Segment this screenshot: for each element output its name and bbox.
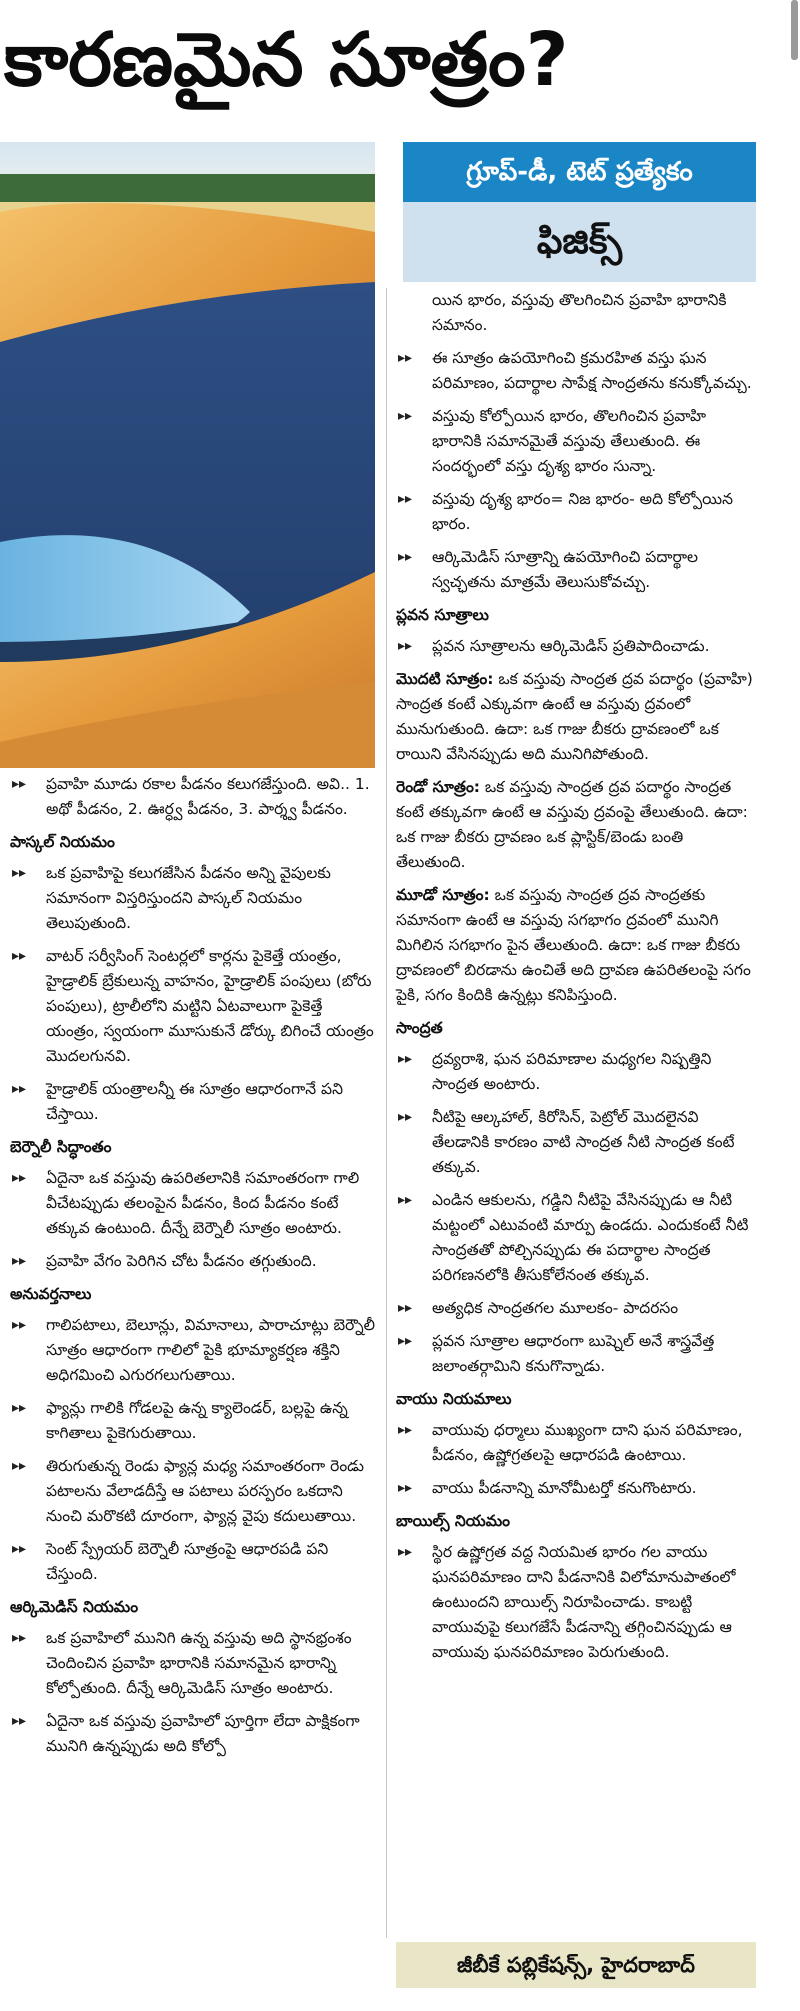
item-text: ఏదైనా ఒక వస్తువు ఉపరితలానికి సమాంతరంగా గాలి వీచేటప్పుడు తలంపైన పీడనం, కింద పీడనం కంటే తక్కువ ఉంటుంది. దీన్నే బెర్నౌలీ సూత్రం అంటారు.: [46, 1169, 360, 1237]
item-text: సెంట్ స్ప్రేయర్ బెర్నౌలీ సూత్రంపై ఆధారపడి పని చేస్తుంది.: [46, 1540, 329, 1583]
bullet-icon: ▸▸: [398, 491, 413, 507]
item-text: ఆర్కిమెడిస్ సూత్రాన్ని ఉపయోగించి పదార్థాల స్వచ్ఛతను మాత్రమే తెలుసుకోవచ్చు.: [432, 548, 698, 591]
item-text: వస్తువు దృశ్య భారం= నిజ భారం- అది కోల్పోయిన భారం.: [432, 490, 733, 533]
desert-lake-illustration: [0, 142, 375, 768]
list-item: [396, 1418, 756, 1468]
left-column: [10, 772, 376, 1767]
item-text: వస్తువు కోల్పోయిన భారం, తొలగించిన ప్రవాహి భారానికి సమానమైతే వస్తువు తేలుతుంది. ఈ సందర్భంలో వస్తు దృశ్య భారం సున్నా.: [432, 407, 707, 475]
list-item: [396, 346, 756, 396]
bullet-icon: ▸▸: [398, 638, 413, 654]
bullet-icon: ▸▸: [398, 1192, 413, 1208]
law-text: ఒక వస్తువు సాంద్రత ద్రవ పదార్థం సాంద్రత కంటే తక్కువగా ఉంటే ఆ వస్తువు ద్రవంపై తేలుతుంది. ఉదా: ఒక గాజు బీకరు ద్రావణం ఒక ప్లాస్టిక్/బెండు బంతి తేలుతుంది.: [396, 778, 748, 871]
list-item: [10, 1709, 376, 1759]
list-item: [10, 1166, 376, 1241]
section-heading-density: సాంద్రత: [396, 1019, 443, 1037]
section-heading-boyle: బాయిల్స్ నియమం: [396, 1512, 510, 1530]
section-heading-applications: అనువర్తనాలు: [10, 1285, 92, 1303]
bullet-icon: ▸▸: [12, 948, 27, 964]
bullet-icon: ▸▸: [12, 1541, 27, 1557]
list-item: [10, 1537, 376, 1587]
law-lead: మూడో సూత్రం:: [396, 886, 490, 904]
section-heading-gas-laws: వాయు నియమాలు: [396, 1390, 512, 1408]
list-item: [10, 1249, 376, 1274]
section-heading-flotation: ప్లవన సూత్రాలు: [396, 606, 489, 624]
bullet-icon: ▸▸: [398, 1480, 413, 1496]
list-item: [396, 487, 756, 537]
bullet-icon: ▸▸: [398, 1333, 413, 1349]
item-text: వాటర్ సర్వీసింగ్ సెంటర్లలో కార్లను పైకెత్తే యంత్రం, హైడ్రాలిక్ బ్రేకులున్న వాహనం, హైడ్రాలిక్ పంపులు (బోరు పంపులు), ట్రాలీలోని మట్టిని ఏటవాలుగా పైకెత్తే యంత్రం, స్వయంగా మూసుకునే డోర్కు బిగించే యంత్రం మొదలగునవి.: [46, 947, 374, 1065]
item-text: వాయు పీడనాన్ని మానోమీటర్తో కనుగొంటారు.: [432, 1479, 697, 1497]
item-text: తిరుగుతున్న రెండు ఫ్యాన్ల మధ్య సమాంతరంగా రెండు పటాలను వేలాడదీస్తే ఆ పటాలు పరస్పరం ఒకదాని నుంచి మరొకటి దూరంగా, ఫ్యాన్ల వైపు కదులుతాయి.: [46, 1457, 365, 1525]
bullet-icon: ▸▸: [12, 1400, 27, 1416]
list-item: [396, 1105, 756, 1180]
law-paragraph: [396, 883, 756, 1008]
bullet-icon: ▸▸: [12, 1713, 27, 1729]
item-text: ఈ సూత్రం ఉపయోగించి క్రమరహిత వస్తు ఘన పరిమాణం, పదార్థాల సాపేక్ష సాంద్రతను కనుక్కోవచ్చు.: [432, 349, 752, 392]
item-text: అత్యధిక సాంద్రతగల మూలకం- పాదరసం: [432, 1299, 679, 1317]
list-item: [10, 944, 376, 1069]
list-item: [396, 1296, 756, 1321]
bullet-icon: ▸▸: [398, 1109, 413, 1125]
right-column: [396, 288, 756, 1673]
bullet-icon: ▸▸: [398, 1544, 413, 1560]
bullet-icon: ▸▸: [398, 549, 413, 565]
list-item: [10, 1454, 376, 1529]
bullet-icon: ▸▸: [398, 1051, 413, 1067]
item-text: ప్రవాహి వేగం పెరిగిన చోట పీడనం తగ్గుతుంది.: [46, 1252, 317, 1270]
item-text: స్థిర ఉష్ణోగ్రత వద్ద నియమిత భారం గల వాయు ఘనపరిమాణం దాని పీడనానికి విలోమానుపాతంలో ఉంటుందని బాయిల్స్ నిరూపించాడు. కాబట్టి వాయువుపై కలుగజేసే పీడనాన్ని తగ్గించినప్పుడు ఆ వాయువు ఘనపరిమాణం పెరుగుతుంది.: [432, 1543, 736, 1661]
list-item: [396, 1540, 756, 1665]
bullet-icon: ▸▸: [12, 1458, 27, 1474]
bullet-icon: ▸▸: [12, 1253, 27, 1269]
bullet-icon: ▸▸: [12, 1630, 27, 1646]
section-heading-bernoulli: బెర్నౌలీ సిద్ధాంతం: [10, 1138, 112, 1156]
continued-text: యిన భారం, వస్తువు తొలగించిన ప్రవాహి భారానికి సమానం.: [432, 291, 727, 334]
special-edition-banner: గ్రూప్-డీ, టెట్ ప్రత్యేకం: [403, 142, 756, 202]
article-photo: [0, 142, 375, 768]
subject-banner: ఫిజిక్స్: [403, 202, 756, 282]
list-item: [396, 404, 756, 479]
list-item: [10, 861, 376, 936]
section-heading-pascal: పాస్కల్ నియమం: [10, 833, 115, 851]
item-text: హైడ్రాలిక్ యంత్రాలన్నీ ఈ సూత్రం ఆధారంగానే పని చేస్తాయి.: [46, 1080, 343, 1123]
law-lead: రెండో సూత్రం:: [396, 778, 480, 796]
item-text: ఒక ప్రవాహిపై కలుగజేసిన పీడనం అన్ని వైపులకు సమానంగా విస్తరిస్తుందని పాస్కల్ నియమం తెలుపుతుంది.: [46, 864, 331, 932]
law-lead: మొదటి సూత్రం:: [396, 670, 494, 688]
bullet-icon: ▸▸: [12, 776, 27, 792]
column-divider: [386, 288, 387, 1938]
item-text: ఫ్యాన్లు గాలికి గోడలపై ఉన్న క్యాలెండర్, బల్లపై ఉన్న కాగితాలు పైకెగురుతాయి.: [46, 1399, 348, 1442]
item-text: ప్లవన సూత్రాల ఆధారంగా బుష్నెల్ అనే శాస్త్రవేత్త జలాంతర్గామిని కనుగొన్నాడు.: [432, 1332, 715, 1375]
bullet-icon: ▸▸: [398, 408, 413, 424]
bullet-icon: ▸▸: [12, 1317, 27, 1333]
item-text: గాలిపటాలు, బెలూన్లు, విమానాలు, పారాచూట్లు బెర్నౌలీ సూత్రం ఆధారంగా గాలిలో పైకి భూమ్యాకర్షణ శక్తిని అధిగమించి ఎగురగలుగుతాయి.: [46, 1316, 375, 1384]
item-text: ఒక ప్రవాహిలో మునిగి ఉన్న వస్తువు అది స్థానభ్రంశం చెందించిన ప్రవాహి భారానికి సమానమైన భారాన్ని కోల్పోతుంది. దీన్నే ఆర్కిమెడిస్ సూత్రం అంటారు.: [46, 1629, 352, 1697]
list-item: [396, 1476, 756, 1501]
list-item: [396, 1329, 756, 1379]
law-text: ఒక వస్తువు సాంద్రత ద్రవ సాంద్రతకు సమానంగా ఉంటే ఆ వస్తువు సగభాగం ద్రవంలో మునిగి మిగిలిన సగభాగం పైన తేలుతుంది. ఉదా: ఒక గాజు బీకరు ద్రావణంలో బిరడాను ఉంచితే అది ద్రావణ ఉపరితలంపై సగం పైకి, సగం కిందికి ఉన్నట్లు కనిపిస్తుంది.: [396, 886, 751, 1004]
list-item: [10, 1313, 376, 1388]
item-text: ప్రవాహి మూడు రకాల పీడనం కలుగజేస్తుంది. అవి.. 1. అథో పీడనం, 2. ఊర్ధ్వ పీడనం, 3. పార్శ్వ పీడనం.: [46, 775, 370, 818]
item-text: ప్లవన సూత్రాలను ఆర్కిమెడిస్ ప్రతిపాదించాడు.: [432, 637, 710, 655]
list-item: [10, 1396, 376, 1446]
item-text: ఎండిన ఆకులను, గడ్డిని నీటిపై వేసినప్పుడు ఆ నీటి మట్టంలో ఎటువంటి మార్పు ఉండదు. ఎందుకంటే నీటి సాంద్రతతో పోల్చినప్పుడు ఈ పదార్థాల సాంద్రత పరిగణనలోకి తీసుకోలేనంత తక్కువ.: [432, 1191, 749, 1284]
item-text: వాయువు ధర్మాలు ముఖ్యంగా దాని ఘన పరిమాణం, పీడనం, ఉష్ణోగ్రతలపై ఆధారపడి ఉంటాయి.: [432, 1421, 743, 1464]
list-item: [10, 772, 376, 822]
item-text: నీటిపై ఆల్కహాల్, కిరోసిన్, పెట్రోల్ మొదలైనవి తేలడానికి కారణం వాటి సాంద్రత నీటి సాంద్రత కంటే తక్కువ.: [432, 1108, 735, 1176]
headline: కారణమైన సూత్రం?: [4, 17, 569, 103]
bullet-icon: ▸▸: [12, 865, 27, 881]
bullet-icon: ▸▸: [398, 1300, 413, 1316]
list-item: [396, 634, 756, 659]
list-item: [10, 1626, 376, 1701]
publisher-credit: జీబీకే పబ్లికేషన్స్, హైదరాబాద్: [396, 1942, 756, 1988]
bullet-icon: ▸▸: [398, 350, 413, 366]
list-item: [396, 1188, 756, 1288]
item-text: ద్రవ్యరాశి, ఘన పరిమాణాల మధ్యగల నిష్పత్తిని సాంద్రత అంటారు.: [432, 1050, 712, 1093]
law-text: ఒక వస్తువు సాంద్రత ద్రవ పదార్థం (ప్రవాహి) సాంద్రత కంటే ఎక్కువగా ఉంటే ఆ వస్తువు ద్రవంలో మునుగుతుంది. ఉదా: ఒక గాజు బీకరు ద్రావణంలో ఒక రాయిని వేసినప్పుడు అది మునిగిపోతుంది.: [396, 670, 753, 763]
scrollbar-thumb[interactable]: [791, 0, 798, 60]
law-paragraph: [396, 667, 756, 767]
section-heading-archimedes: ఆర్కిమెడిస్ నియమం: [10, 1598, 139, 1616]
bullet-icon: ▸▸: [398, 1422, 413, 1438]
list-item: [396, 1047, 756, 1097]
item-text: ఏదైనా ఒక వస్తువు ప్రవాహిలో పూర్తిగా లేదా పాక్షికంగా మునిగి ఉన్నప్పుడు అది కోల్పో: [46, 1712, 360, 1755]
law-paragraph: [396, 775, 756, 875]
list-item: [396, 545, 756, 595]
list-item: [10, 1077, 376, 1127]
bullet-icon: ▸▸: [12, 1081, 27, 1097]
bullet-icon: ▸▸: [12, 1170, 27, 1186]
